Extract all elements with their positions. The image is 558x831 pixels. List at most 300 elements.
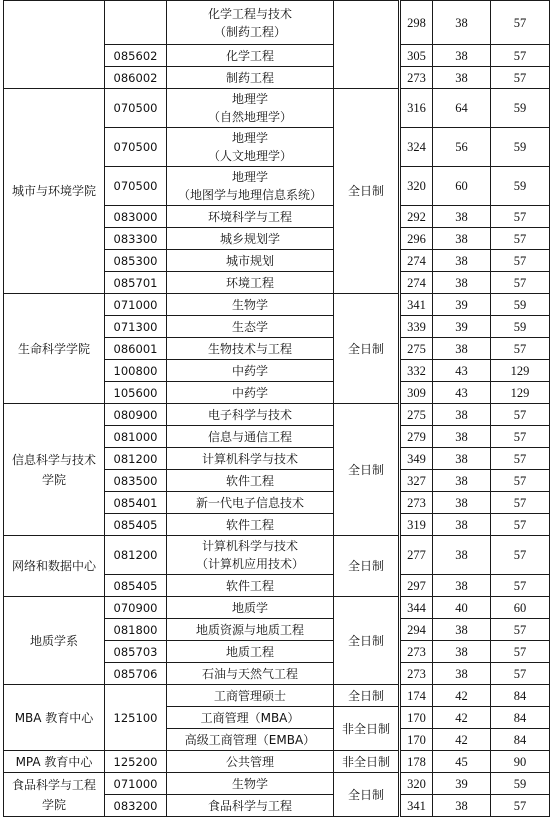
single-score-over-100-text: 57 [513,275,527,290]
single-score-100 [433,228,491,250]
major-name-text: 地质工程 [225,644,274,659]
single-score-over-100-text: 57 [513,644,527,659]
single-score-100-text: 38 [455,209,468,224]
total-score [400,45,433,67]
major-code-text: 081800 [113,622,158,637]
single-score-100-text: 38 [455,70,468,85]
study-mode-text: 全日制 [347,787,384,802]
single-score-100-text: 38 [455,275,468,290]
single-score-100-text: 38 [455,495,468,510]
table-row [4,597,550,619]
table-row [4,751,550,773]
major-name-text: 化学工程与技术 [207,6,292,21]
single-score-100 [433,707,491,729]
single-score-over-100 [491,167,550,206]
single-score-100-text: 56 [455,140,468,154]
total-score [400,492,433,514]
single-score-100-text: 38 [455,622,468,637]
single-score-over-100-text: 59 [513,319,527,334]
total-score [400,663,433,685]
single-score-100-text: 43 [455,363,468,378]
single-score-over-100-text: 57 [513,798,527,813]
single-score-100-text: 38 [455,48,468,63]
total-score [400,641,433,663]
total-score [400,404,433,426]
study-mode [334,685,400,707]
college-name-text: 学院 [41,472,66,487]
major-code [105,404,167,426]
single-score-100 [433,641,491,663]
college-name [4,89,105,294]
single-score-100 [433,404,491,426]
major-code [105,167,167,206]
table-row [4,773,550,795]
major-code [105,250,167,272]
college-name [4,404,105,536]
major-code [105,67,167,89]
total-score [400,448,433,470]
single-score-100-text: 38 [455,517,468,532]
major-code [105,663,167,685]
college-name-text: MBA 教育中心 [14,710,94,725]
major-name [167,448,334,470]
single-score-100-text: 60 [455,179,468,193]
single-score-100 [433,67,491,89]
single-score-over-100-text: 57 [513,473,527,488]
major-name-text: 信息与通信工程 [207,429,292,444]
single-score-100-text: 42 [455,732,468,747]
single-score-100-text: 38 [455,429,468,444]
total-score [400,773,433,795]
college-name-text: 地质学系 [29,633,78,648]
college-name [4,685,105,751]
total-score [400,685,433,707]
study-mode-text: 全日制 [347,184,384,198]
total-score [400,729,433,751]
major-name [167,89,334,128]
single-score-100 [433,272,491,294]
total-score [400,619,433,641]
single-score-100-text: 40 [455,600,468,615]
major-name [167,250,334,272]
major-name [167,67,334,89]
single-score-100 [433,492,491,514]
college-name [4,597,105,685]
total-score-text: 320 [407,179,426,193]
single-score-100 [433,426,491,448]
major-name [167,360,334,382]
major-code-text: 085703 [113,644,158,659]
major-code [105,795,167,817]
single-score-over-100 [491,492,550,514]
major-code [105,316,167,338]
single-score-over-100 [491,404,550,426]
single-score-over-100 [491,206,550,228]
single-score-over-100-text: 129 [510,385,530,400]
major-name [167,685,334,707]
major-name-text: 地质学 [231,600,268,615]
major-name-text: 高级工商管理（EMBA） [184,732,316,747]
total-score-text: 273 [407,70,426,85]
major-name-text: 城市规划 [225,253,274,268]
study-mode [334,294,400,404]
total-score-text: 273 [407,666,426,681]
single-score-100 [433,167,491,206]
total-score [400,67,433,89]
study-mode-text: 全日制 [347,462,384,477]
total-score-text: 332 [407,363,426,378]
single-score-over-100 [491,382,550,404]
major-code-text: 070500 [113,179,158,193]
single-score-100 [433,685,491,707]
single-score-over-100 [491,128,550,167]
major-name [167,404,334,426]
major-code [105,338,167,360]
major-code [105,685,167,751]
single-score-100-text: 38 [455,798,468,813]
single-score-over-100-text: 57 [513,578,527,593]
major-name-text: 新一代电子信息技术 [195,495,304,510]
major-code [105,536,167,575]
single-score-over-100 [491,45,550,67]
major-code [105,45,167,67]
single-score-100-text: 38 [455,407,468,422]
major-name-text: 软件工程 [225,517,274,532]
major-code-text: 085401 [113,495,158,510]
major-code [105,751,167,773]
major-name-text: 生态学 [231,319,268,334]
single-score-100 [433,536,491,575]
study-mode [334,536,400,597]
study-mode [334,773,400,817]
single-score-over-100-text: 57 [513,209,527,224]
major-name-text: （制药工程） [213,24,286,39]
major-name-text: 化学工程 [225,48,274,63]
single-score-100 [433,206,491,228]
major-code-text: 100800 [113,363,158,378]
major-name [167,707,334,729]
total-score [400,536,433,575]
major-code-text: 070500 [113,140,158,154]
total-score [400,382,433,404]
single-score-over-100-text: 57 [513,451,527,466]
total-score [400,294,433,316]
major-code [105,470,167,492]
study-mode-text: 非全日制 [341,754,390,769]
single-score-over-100-text: 84 [513,732,527,747]
college-name-text: 学院 [41,797,66,812]
single-score-100-text: 38 [455,644,468,659]
single-score-100-text: 38 [455,451,468,466]
total-score-text: 275 [407,407,426,422]
major-code [105,272,167,294]
single-score-100-text: 38 [455,15,468,30]
major-name [167,228,334,250]
total-score-text: 273 [407,644,426,659]
major-name [167,382,334,404]
major-name-text: （计算机应用技术） [195,557,304,571]
major-name-text: 公共管理 [225,754,274,769]
major-name [167,338,334,360]
major-name-text: 环境科学与工程 [207,209,292,224]
study-mode [334,404,400,536]
single-score-over-100-text: 57 [513,253,527,268]
major-name [167,795,334,817]
total-score [400,597,433,619]
single-score-100 [433,751,491,773]
total-score-text: 277 [407,548,426,562]
major-name [167,641,334,663]
single-score-over-100 [491,448,550,470]
single-score-100 [433,316,491,338]
single-score-100-text: 42 [455,688,468,703]
single-score-100 [433,773,491,795]
total-score-text: 279 [407,429,426,444]
total-score-text: 174 [407,688,426,703]
total-score-text: 274 [407,275,426,290]
single-score-over-100 [491,795,550,817]
college-name-text: 网络和数据中心 [11,559,96,573]
single-score-100 [433,382,491,404]
single-score-over-100 [491,663,550,685]
total-score [400,751,433,773]
total-score [400,360,433,382]
major-name-text: 工商管理硕士 [213,688,286,703]
college-name-text: 城市与环境学院 [11,184,96,198]
single-score-100 [433,1,491,45]
major-code-text: 085706 [113,666,158,681]
major-name-text: 地质资源与地质工程 [195,622,304,637]
major-name [167,426,334,448]
single-score-over-100-text: 59 [513,297,527,312]
major-name [167,167,334,206]
table-row [4,404,550,426]
major-code-text: 071000 [113,297,158,312]
major-name-text: 工商管理（MBA） [200,710,300,725]
single-score-over-100-text: 90 [513,754,527,769]
major-name [167,536,334,575]
study-mode-text: 全日制 [347,559,384,573]
total-score [400,206,433,228]
major-code-text: 071300 [113,319,158,334]
single-score-over-100-text: 57 [513,15,527,30]
major-code-text: 083300 [113,231,158,246]
total-score-text: 298 [407,15,426,30]
single-score-over-100-text: 59 [513,140,527,154]
table-row [4,685,550,707]
total-score-text: 273 [407,495,426,510]
major-name [167,619,334,641]
table-row [4,536,550,575]
single-score-100 [433,575,491,597]
major-code-text: 081200 [113,451,158,466]
major-code-text: 086001 [113,341,158,356]
single-score-over-100 [491,514,550,536]
total-score-text: 320 [407,776,426,791]
college-name [4,294,105,404]
single-score-100 [433,360,491,382]
major-code-text: 085300 [113,253,158,268]
single-score-over-100 [491,67,550,89]
major-code-text: 081200 [113,548,158,562]
single-score-100-text: 38 [455,231,468,246]
major-name-text: 生物技术与工程 [207,341,292,356]
major-code [105,597,167,619]
single-score-100 [433,795,491,817]
single-score-over-100 [491,641,550,663]
single-score-over-100-text: 57 [513,48,527,63]
major-code [105,382,167,404]
single-score-100 [433,514,491,536]
major-code [105,514,167,536]
total-score-text: 178 [407,754,426,769]
single-score-over-100 [491,773,550,795]
single-score-over-100 [491,294,550,316]
major-code [105,575,167,597]
major-code-text: 083200 [113,798,158,813]
major-name-text: （地图学与地理信息系统） [177,188,322,202]
major-name [167,514,334,536]
single-score-100-text: 38 [455,341,468,356]
total-score [400,426,433,448]
major-code [105,294,167,316]
major-code-text: 083500 [113,473,158,488]
single-score-over-100 [491,316,550,338]
major-name [167,729,334,751]
total-score [400,795,433,817]
single-score-over-100 [491,470,550,492]
college-name-text: MPA 教育中心 [15,754,93,769]
single-score-over-100-text: 57 [513,231,527,246]
major-code [105,228,167,250]
single-score-100-text: 39 [455,776,468,791]
single-score-over-100-text: 57 [513,429,527,444]
major-code-text: 085405 [113,517,158,532]
college-name [4,1,105,89]
major-name-text: 电子科学与技术 [207,407,292,422]
single-score-100 [433,128,491,167]
major-name [167,128,334,167]
single-score-100-text: 38 [455,548,468,562]
major-name [167,575,334,597]
table-row [4,1,550,45]
major-name [167,294,334,316]
table-row [4,294,550,316]
total-score-text: 324 [407,140,426,154]
major-name [167,492,334,514]
major-code-text: 085602 [113,48,158,63]
major-name-text: 环境工程 [225,275,274,290]
college-name-text: 信息科学与技术 [11,452,96,467]
major-code-text: 105600 [113,385,158,400]
major-code-text: 081000 [113,429,158,444]
major-name [167,597,334,619]
single-score-100-text: 39 [455,319,468,334]
single-score-over-100-text: 59 [513,179,527,193]
total-score [400,316,433,338]
single-score-over-100-text: 57 [513,622,527,637]
single-score-over-100 [491,250,550,272]
major-code-text: 125100 [113,710,158,725]
single-score-100 [433,294,491,316]
single-score-over-100-text: 59 [513,776,527,791]
single-score-over-100 [491,89,550,128]
college-name [4,773,105,817]
major-name-text: 生物学 [231,297,268,312]
total-score-text: 274 [407,253,426,268]
college-name [4,536,105,597]
major-code-text: 083000 [113,209,158,224]
major-code-text: 085405 [113,578,158,593]
total-score [400,228,433,250]
total-score-text: 297 [407,578,426,593]
single-score-over-100 [491,272,550,294]
total-score [400,89,433,128]
major-code [105,641,167,663]
major-name [167,663,334,685]
major-name [167,1,334,45]
single-score-over-100-text: 57 [513,341,527,356]
college-name-text: 食品科学与工程 [11,777,96,792]
major-name-text: 食品科学与工程 [207,798,292,813]
major-code [105,128,167,167]
college-name [4,751,105,773]
total-score [400,338,433,360]
major-name-text: 地理学 [231,92,268,106]
major-code [105,492,167,514]
college-name-text: 生命科学学院 [17,341,90,356]
single-score-over-100 [491,751,550,773]
single-score-100 [433,45,491,67]
major-code [105,360,167,382]
study-mode [334,89,400,294]
major-name [167,751,334,773]
single-score-over-100 [491,707,550,729]
study-mode-text: 全日制 [347,633,384,648]
total-score [400,167,433,206]
major-name [167,470,334,492]
total-score-text: 294 [407,622,426,637]
single-score-100-text: 45 [455,754,468,769]
single-score-over-100-text: 57 [513,495,527,510]
major-name-text: 中药学 [231,385,268,400]
single-score-over-100-text: 57 [513,517,527,532]
single-score-100 [433,89,491,128]
major-code-text: 070900 [113,600,158,615]
single-score-over-100-text: 57 [513,666,527,681]
single-score-100-text: 43 [455,385,468,400]
major-code-text: 125200 [113,754,158,769]
single-score-over-100 [491,228,550,250]
single-score-over-100 [491,685,550,707]
total-score [400,470,433,492]
study-mode [334,597,400,685]
major-code [105,426,167,448]
single-score-over-100-text: 129 [510,363,530,378]
total-score-text: 327 [407,473,426,488]
major-name [167,316,334,338]
major-code-text: 085701 [113,275,158,290]
total-score-text: 292 [407,209,426,224]
major-name-text: 生物学 [231,776,268,791]
table-body [4,1,550,817]
single-score-over-100-text: 60 [513,600,527,615]
single-score-100-text: 38 [455,473,468,488]
single-score-over-100 [491,619,550,641]
major-code [105,773,167,795]
major-name [167,272,334,294]
total-score-text: 296 [407,231,426,246]
